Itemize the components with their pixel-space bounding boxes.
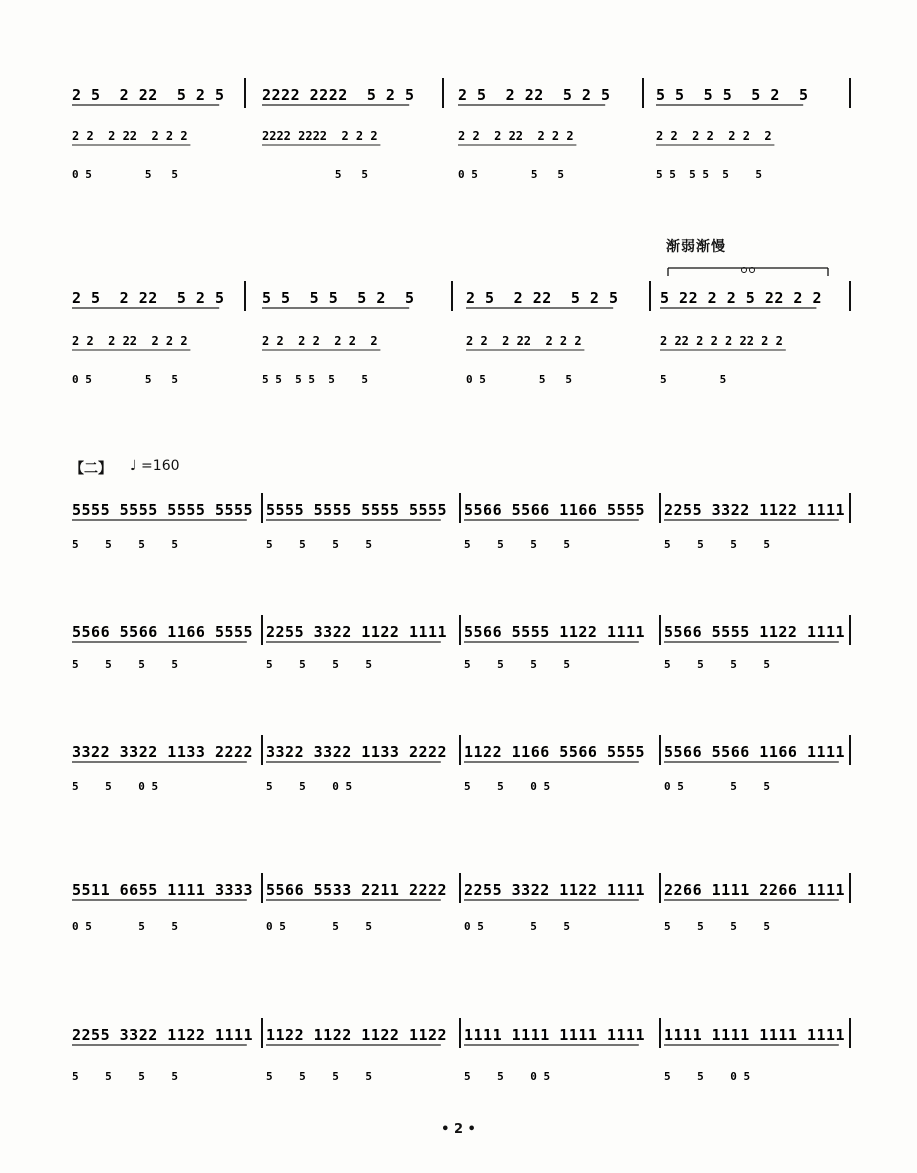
upper-voice-measure: 2266 1111 2266 1111 xyxy=(664,881,846,899)
bass-voice-measure: 0 5 5 5 xyxy=(266,920,372,933)
upper-voice-measure: 5555 5555 5555 5555 xyxy=(266,501,448,519)
upper-voice-measure: 2255 3322 1122 1111 xyxy=(72,1026,254,1044)
bass-voice-measure: 5 5 5 5 xyxy=(664,658,770,671)
upper-voice-measure: 5511 6655 1111 3333 xyxy=(72,881,254,899)
upper-voice-measure: 5566 5555 1122 1111 xyxy=(464,623,646,641)
bass-voice-measure: 0 5 5 5 xyxy=(664,780,770,793)
bass-voice-measure: 5 5 5 5 xyxy=(72,1070,178,1083)
upper-voice-measure: 5 22 2 2 5 22 2 2 xyxy=(660,289,823,307)
upper-voice-measure: 5566 5566 1166 5555 xyxy=(464,501,646,519)
upper-voice-measure: 1122 1166 5566 5555 xyxy=(464,743,646,761)
upper-voice-measure: 5566 5566 1166 1111 xyxy=(664,743,846,761)
bass-voice-measure: 5 5 xyxy=(660,373,727,386)
bass-voice-measure: 0 5 5 5 xyxy=(72,168,178,181)
upper-voice-measure: 2 5 2 22 5 2 5 xyxy=(458,86,611,104)
bass-voice-measure: 5 5 xyxy=(262,168,368,181)
upper-voice-measure: 5 5 5 5 5 2 5 xyxy=(262,289,415,307)
upper-voice-measure: 3322 3322 1133 2222 xyxy=(72,743,254,761)
bass-voice-measure: 5 5 5 5 5 5 xyxy=(262,373,368,386)
bass-voice-measure: 5 5 0 5 xyxy=(464,780,551,793)
bass-voice-measure: 0 5 5 5 xyxy=(466,373,572,386)
upper-voice-measure: 2 5 2 22 5 2 5 xyxy=(72,289,225,307)
upper-voice-measure: 2 5 2 22 5 2 5 xyxy=(466,289,619,307)
bass-voice-measure: 0 5 5 5 xyxy=(72,920,178,933)
upper-voice-measure: 2222 2222 5 2 5 xyxy=(262,86,415,104)
upper-voice-measure: 2255 3322 1122 1111 xyxy=(664,501,846,519)
upper-voice-measure: 1111 1111 1111 1111 xyxy=(464,1026,646,1044)
bass-voice-measure: 5 5 5 5 xyxy=(72,658,178,671)
middle-voice-measure: 2 2 2 2 2 2 2 xyxy=(262,334,378,348)
bass-voice-measure: 5 5 5 5 xyxy=(464,538,570,551)
bass-voice-measure: 5 5 5 5 xyxy=(266,538,372,551)
bass-voice-measure: 5 5 0 5 xyxy=(266,780,353,793)
upper-voice-measure: 1111 1111 1111 1111 xyxy=(664,1026,846,1044)
bass-voice-measure: 0 5 5 5 xyxy=(458,168,564,181)
upper-voice-measure: 5555 5555 5555 5555 xyxy=(72,501,254,519)
bass-voice-measure: 5 5 0 5 xyxy=(72,780,159,793)
tempo-marking: ♩ =160 xyxy=(130,458,180,474)
bass-voice-measure: 5 5 5 5 xyxy=(464,658,570,671)
bass-voice-measure: 5 5 5 5 xyxy=(72,538,178,551)
upper-voice-measure: 2 5 2 22 5 2 5 xyxy=(72,86,225,104)
page-number: • 2 • xyxy=(441,1122,476,1137)
upper-voice-measure: 5566 5533 2211 2222 xyxy=(266,881,448,899)
section-label: 【二】 xyxy=(70,461,112,477)
upper-voice-measure: 2255 3322 1122 1111 xyxy=(464,881,646,899)
upper-voice-measure: 2255 3322 1122 1111 xyxy=(266,623,448,641)
middle-voice-measure: 2222 2222 2 2 2 xyxy=(262,129,378,143)
middle-voice-measure: 2 2 2 2 2 2 2 xyxy=(656,129,772,143)
middle-voice-measure: 2 2 2 22 2 2 2 xyxy=(458,129,574,143)
upper-voice-measure: 5566 5566 1166 5555 xyxy=(72,623,254,641)
bass-voice-measure: 5 5 5 5 5 5 xyxy=(656,168,762,181)
middle-voice-measure: 2 22 2 2 2 22 2 2 xyxy=(660,334,783,348)
bass-voice-measure: 5 5 5 5 xyxy=(664,920,770,933)
middle-voice-measure: 2 2 2 22 2 2 2 xyxy=(72,129,188,143)
upper-voice-measure: 3322 3322 1133 2222 xyxy=(266,743,448,761)
upper-voice-measure: 5 5 5 5 5 2 5 xyxy=(656,86,809,104)
bass-voice-measure: 5 5 0 5 xyxy=(664,1070,751,1083)
bass-voice-measure: 5 5 5 5 xyxy=(664,538,770,551)
upper-voice-measure: 5566 5555 1122 1111 xyxy=(664,623,846,641)
bass-voice-measure: 5 5 0 5 xyxy=(464,1070,551,1083)
upper-voice-measure: 1122 1122 1122 1122 xyxy=(266,1026,448,1044)
bass-voice-measure: 0 5 5 5 xyxy=(72,373,178,386)
dynamic-marking: 渐弱渐慢 xyxy=(666,239,726,255)
middle-voice-measure: 2 2 2 22 2 2 2 xyxy=(72,334,188,348)
bass-voice-measure: 0 5 5 5 xyxy=(464,920,570,933)
bass-voice-measure: 5 5 5 5 xyxy=(266,658,372,671)
bass-voice-measure: 5 5 5 5 xyxy=(266,1070,372,1083)
middle-voice-measure: 2 2 2 22 2 2 2 xyxy=(466,334,582,348)
